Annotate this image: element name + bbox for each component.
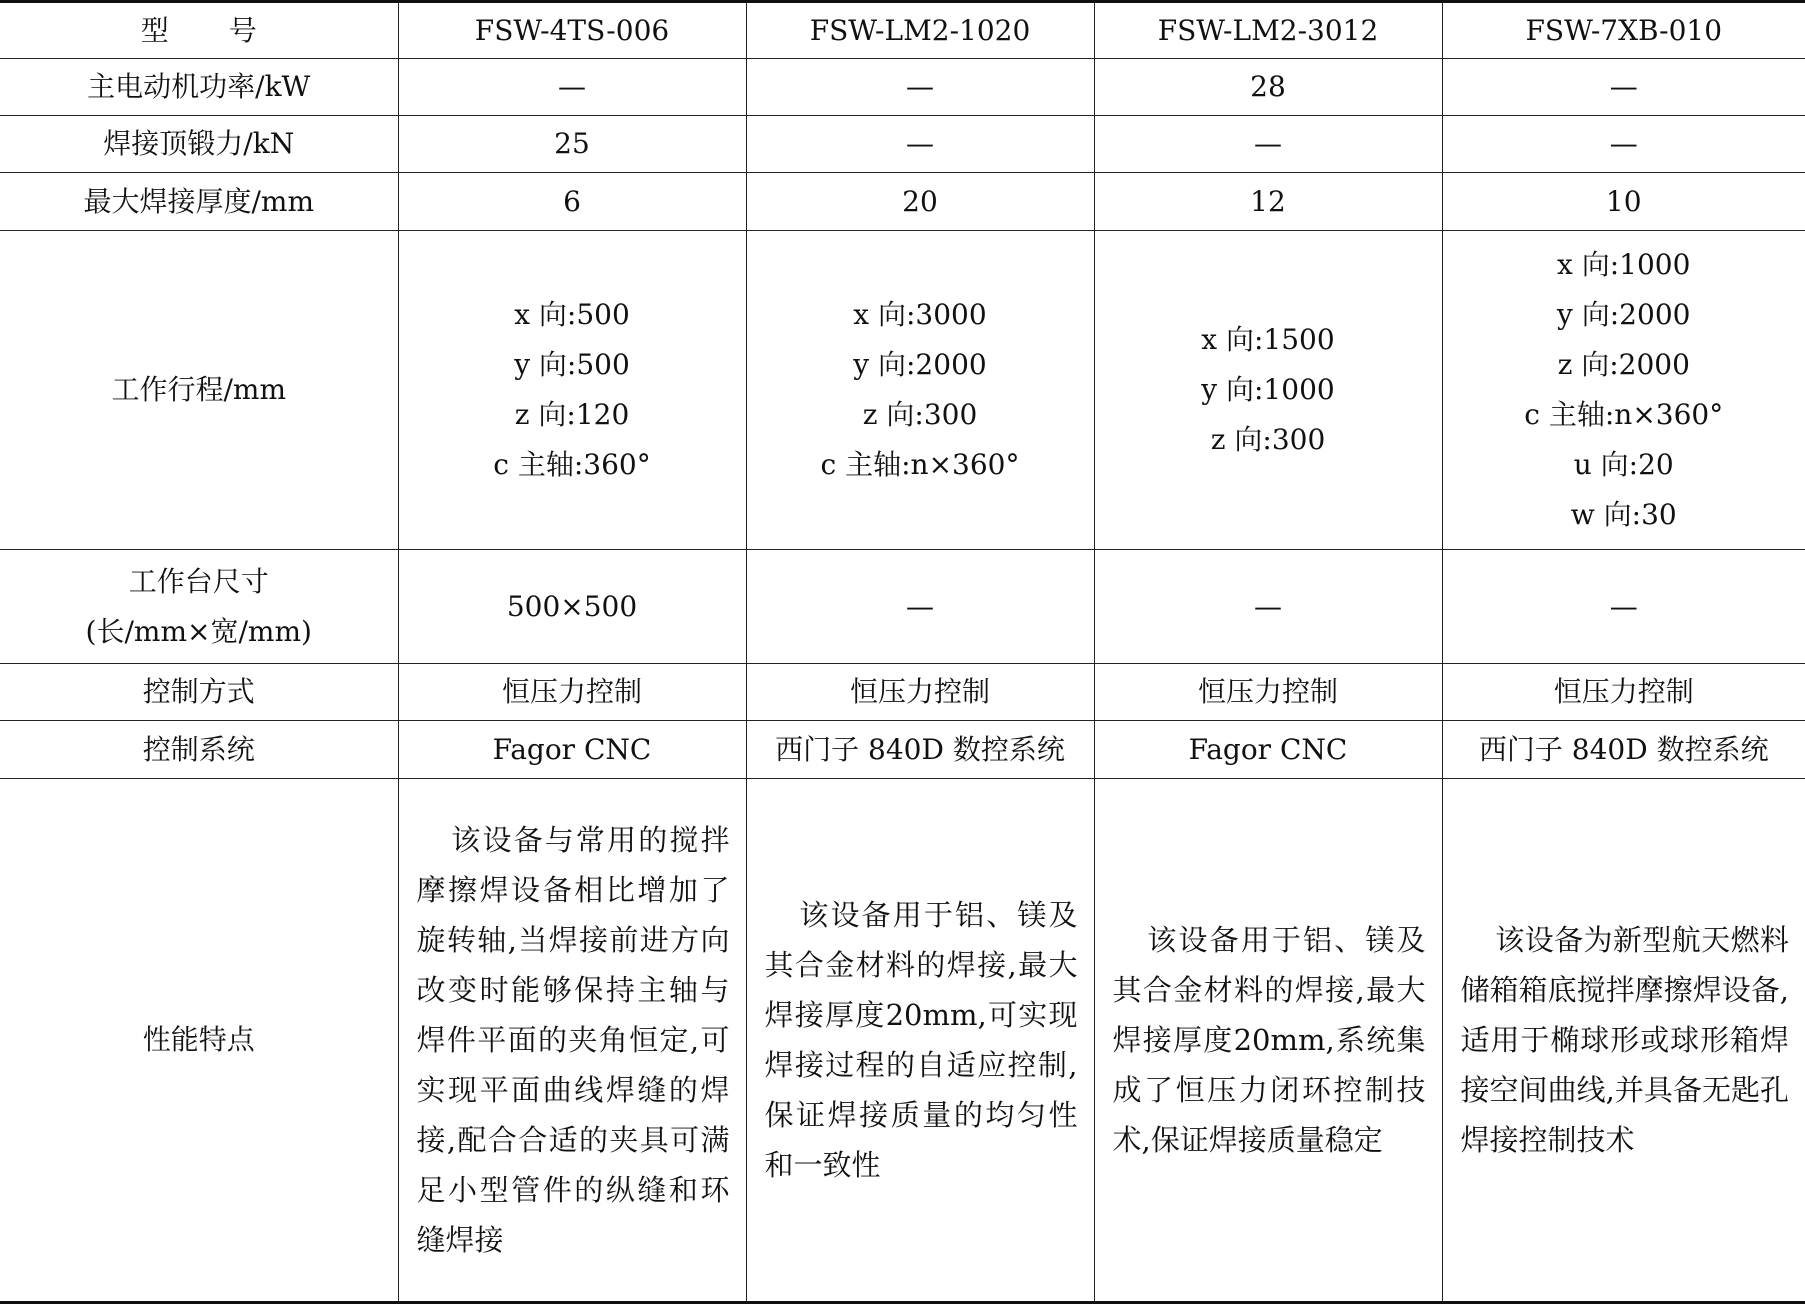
- travel-line: c 主轴:n×360°: [820, 448, 1020, 481]
- value-cell: 25: [398, 116, 746, 173]
- travel-line: x 向:1000: [1557, 248, 1691, 281]
- control-system-row: [0, 721, 1805, 779]
- value-cell: 恒压力控制: [1094, 664, 1442, 721]
- value-cell: —: [1442, 550, 1805, 664]
- travel-line: x 向:3000: [853, 298, 987, 331]
- row-label: 工作行程/mm: [0, 231, 398, 550]
- row-label: 焊接顶锻力/kN: [0, 116, 398, 173]
- travel-cell: [1442, 231, 1805, 550]
- travel-line: y 向:1000: [1201, 373, 1335, 406]
- model-header-cell: FSW-LM2-3012: [1094, 2, 1442, 59]
- travel-line: c 主轴:360°: [493, 448, 651, 481]
- travel-line: x 向:1500: [1201, 323, 1335, 356]
- value-cell: —: [746, 550, 1094, 664]
- value-cell: —: [1442, 59, 1805, 116]
- travel-line: w 向:30: [1570, 498, 1677, 531]
- max-thickness-row: [0, 173, 1805, 231]
- travel-line: z 向:2000: [1557, 348, 1690, 381]
- travel-line: y 向:500: [514, 348, 630, 381]
- value-cell: 500×500: [398, 550, 746, 664]
- travel-row: [0, 231, 1805, 550]
- feature-text: 该设备用于铝、镁及其合金材料的焊接,最大焊接厚度20mm,可实现焊接过程的自适应控制,保证焊接质量的均匀性和一致性: [764, 898, 1078, 1182]
- row-label: 控制系统: [0, 721, 398, 779]
- value-cell: —: [1442, 116, 1805, 173]
- table-size-row: [0, 550, 1805, 664]
- value-cell: 20: [746, 173, 1094, 231]
- travel-cell: [398, 231, 746, 550]
- travel-line: y 向:2000: [1557, 298, 1691, 331]
- model-header-cell: FSW-7XB-010: [1442, 2, 1805, 59]
- value-cell: 12: [1094, 173, 1442, 231]
- value-cell: 6: [398, 173, 746, 231]
- row-label: 性能特点: [0, 779, 398, 1303]
- feature-cell: [746, 779, 1094, 1303]
- feature-text: 该设备为新型航天燃料储箱箱底搅拌摩擦焊设备,适用于椭球形或球形箱焊接空间曲线,并具备无匙孔焊接控制技术: [1460, 923, 1789, 1157]
- travel-line: z 向:120: [514, 398, 630, 431]
- value-cell: —: [746, 116, 1094, 173]
- value-cell: —: [1094, 116, 1442, 173]
- travel-line: c 主轴:n×360°: [1524, 398, 1724, 431]
- value-cell: Fagor CNC: [398, 721, 746, 779]
- travel-line: u 向:20: [1573, 448, 1674, 481]
- header-label: 型号: [140, 13, 317, 47]
- upset-force-row: [0, 116, 1805, 173]
- motor-power-row: [0, 59, 1805, 116]
- value-cell: 10: [1442, 173, 1805, 231]
- value-cell: 28: [1094, 59, 1442, 116]
- row-label: 最大焊接厚度/mm: [0, 173, 398, 231]
- header-label-cell: [0, 2, 398, 59]
- features-row: [0, 779, 1805, 1303]
- value-cell: —: [1094, 550, 1442, 664]
- row-label: [0, 550, 398, 664]
- model-header-cell: FSW-LM2-1020: [746, 2, 1094, 59]
- header-row: [0, 2, 1805, 59]
- row-label: 主电动机功率/kW: [0, 59, 398, 116]
- table-size-label-line1: 工作台尺寸: [128, 564, 269, 598]
- value-cell: —: [746, 59, 1094, 116]
- model-header-cell: FSW-4TS-006: [398, 2, 746, 59]
- table-size-label-line2: (长/mm×宽/mm): [85, 614, 312, 648]
- travel-line: x 向:500: [514, 298, 630, 331]
- feature-cell: [398, 779, 746, 1303]
- travel-cell: [1094, 231, 1442, 550]
- value-cell: —: [398, 59, 746, 116]
- travel-line: y 向:2000: [853, 348, 987, 381]
- value-cell: Fagor CNC: [1094, 721, 1442, 779]
- value-cell: 恒压力控制: [398, 664, 746, 721]
- feature-cell: [1442, 779, 1805, 1303]
- travel-cell: [746, 231, 1094, 550]
- value-cell: 西门子 840D 数控系统: [746, 721, 1094, 779]
- value-cell: 西门子 840D 数控系统: [1442, 721, 1805, 779]
- feature-text: 该设备与常用的搅拌摩擦焊设备相比增加了旋转轴,当焊接前进方向改变时能够保持主轴与焊件平面的夹角恒定,可实现平面曲线焊缝的焊接,配合合适的夹具可满足小型管件的纵缝和环缝焊接: [416, 823, 730, 1257]
- travel-line: z 向:300: [862, 398, 978, 431]
- value-cell: 恒压力控制: [746, 664, 1094, 721]
- value-cell: 恒压力控制: [1442, 664, 1805, 721]
- row-label: 控制方式: [0, 664, 398, 721]
- feature-text: 该设备用于铝、镁及其合金材料的焊接,最大焊接厚度20mm,系统集成了恒压力闭环控制技术,保证焊接质量稳定: [1112, 923, 1426, 1157]
- travel-line: z 向:300: [1210, 423, 1326, 456]
- control-mode-row: [0, 664, 1805, 721]
- feature-cell: [1094, 779, 1442, 1303]
